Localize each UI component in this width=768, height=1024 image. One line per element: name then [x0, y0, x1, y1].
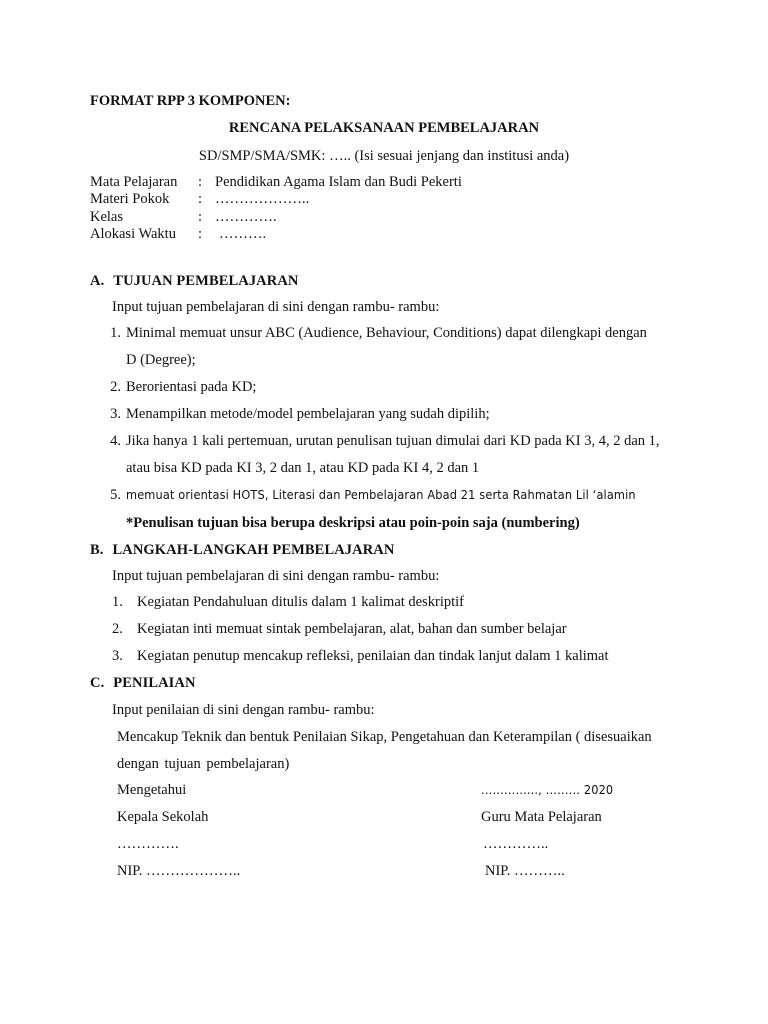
- list-text: Menampilkan metode/model pembelajaran yang sudah dipilih;: [126, 406, 490, 422]
- signature-left-role: Kepala Sekolah: [117, 809, 209, 825]
- section-title: TUJUAN PEMBELAJARAN: [113, 273, 299, 289]
- section-a-heading: [90, 272, 298, 290]
- section-a-note: *Penulisan tujuan bisa berupa deskripsi atau poin-poin saja (numbering): [126, 515, 580, 531]
- identity-label: Materi Pokok: [90, 191, 170, 207]
- list-number: 2.: [112, 621, 123, 637]
- list-number: 1.: [110, 325, 121, 341]
- signature-left-line-1: Mengetahui: [117, 782, 187, 798]
- list-text: memuat orientasi HOTS, Literasi dan Pembelajaran Abad 21 serta Rahmatan Lil ‘alamin: [126, 487, 636, 502]
- list-number: 3.: [112, 648, 123, 664]
- identity-colon: :: [198, 209, 203, 225]
- list-item-continuation: [0, 352, 768, 370]
- list-item: [0, 379, 768, 397]
- identity-value: ………………..: [215, 191, 310, 207]
- document-title: RENCANA PELAKSANAAN PEMBELAJARAN: [228, 120, 540, 136]
- signature-left-name: ………….: [117, 836, 179, 852]
- identity-row-mata-pelajaran: [0, 174, 768, 192]
- identity-value: ……….: [219, 226, 267, 242]
- list-number: 2.: [110, 379, 121, 395]
- school-level-line: [0, 147, 768, 165]
- section-c-paragraph-cont: dengan tujuan pembelajaran): [117, 756, 290, 772]
- list-item: [0, 433, 768, 451]
- list-text: Kegiatan penutup mencakup refleksi, penilaian dan tindak lanjut dalam 1 kalimat: [137, 648, 609, 664]
- identity-row-alokasi-waktu: [0, 226, 768, 244]
- list-text: Kegiatan Pendahuluan ditulis dalam 1 kalimat deskriptif: [137, 594, 464, 610]
- section-a-intro: Input tujuan pembelajaran di sini dengan rambu- rambu:: [112, 299, 440, 315]
- section-b-intro: Input tujuan pembelajaran di sini dengan rambu- rambu:: [112, 568, 440, 584]
- list-item: [0, 648, 768, 666]
- section-title: LANGKAH-LANGKAH PEMBELAJARAN: [112, 542, 395, 558]
- list-text: D (Degree);: [126, 352, 196, 368]
- list-item: [0, 594, 768, 612]
- list-number: 3.: [110, 406, 121, 422]
- signature-right-name: …………..: [483, 836, 549, 852]
- identity-colon: :: [198, 226, 203, 242]
- section-letter: A.: [90, 273, 105, 289]
- list-text: Minimal memuat unsur ABC (Audience, Behaviour, Conditions) dapat dilengkapi dengan: [126, 325, 647, 341]
- section-c-heading: [90, 674, 196, 692]
- section-c-intro: Input penilaian di sini dengan rambu- rambu:: [112, 702, 375, 718]
- signature-left-nip: NIP. ………………..: [117, 863, 241, 879]
- section-title: PENILAIAN: [113, 675, 196, 691]
- identity-row-kelas: [0, 209, 768, 227]
- identity-label: Alokasi Waktu: [90, 226, 176, 242]
- list-item: [0, 406, 768, 424]
- list-item: [0, 487, 768, 505]
- section-letter: C.: [90, 675, 105, 691]
- section-letter: B.: [90, 542, 104, 558]
- identity-row-materi-pokok: [0, 191, 768, 209]
- list-number: 1.: [112, 594, 123, 610]
- list-item-continuation: [0, 460, 768, 478]
- identity-label: Mata Pelajaran: [90, 174, 178, 190]
- signature-date: …………..., ……… 2020: [481, 782, 614, 797]
- signature-right-role: Guru Mata Pelajaran: [481, 809, 602, 825]
- school-level-note: ….. (Isi sesuai jenjang dan institusi anda): [329, 148, 570, 164]
- section-c-paragraph: Mencakup Teknik dan bentuk Penilaian Sikap, Pengetahuan dan Keterampilan ( disesuaikan: [117, 729, 652, 745]
- identity-value: Pendidikan Agama Islam dan Budi Pekerti: [215, 174, 462, 190]
- identity-colon: :: [198, 174, 203, 190]
- list-text: Jika hanya 1 kali pertemuan, urutan penulisan tujuan dimulai dari KD pada KI 3, 4, 2 dan 1,: [126, 433, 660, 449]
- list-text: Kegiatan inti memuat sintak pembelajaran, alat, bahan dan sumber belajar: [137, 621, 567, 637]
- list-item: [0, 325, 768, 343]
- identity-label: Kelas: [90, 209, 124, 225]
- section-b-heading: [90, 541, 394, 559]
- list-text: atau bisa KD pada KI 3, 2 dan 1, atau KD pada KI 4, 2 dan 1: [126, 460, 480, 476]
- school-level-label: SD/SMP/SMA/SMK:: [198, 148, 330, 164]
- format-title: FORMAT RPP 3 KOMPONEN:: [90, 93, 291, 109]
- identity-value: ………….: [215, 209, 277, 225]
- identity-colon: :: [198, 191, 203, 207]
- list-number: 5.: [110, 487, 121, 503]
- signature-right-nip: NIP. ………..: [485, 863, 565, 879]
- list-item: [0, 621, 768, 639]
- list-number: 4.: [110, 433, 121, 449]
- list-text: Berorientasi pada KD;: [126, 379, 257, 395]
